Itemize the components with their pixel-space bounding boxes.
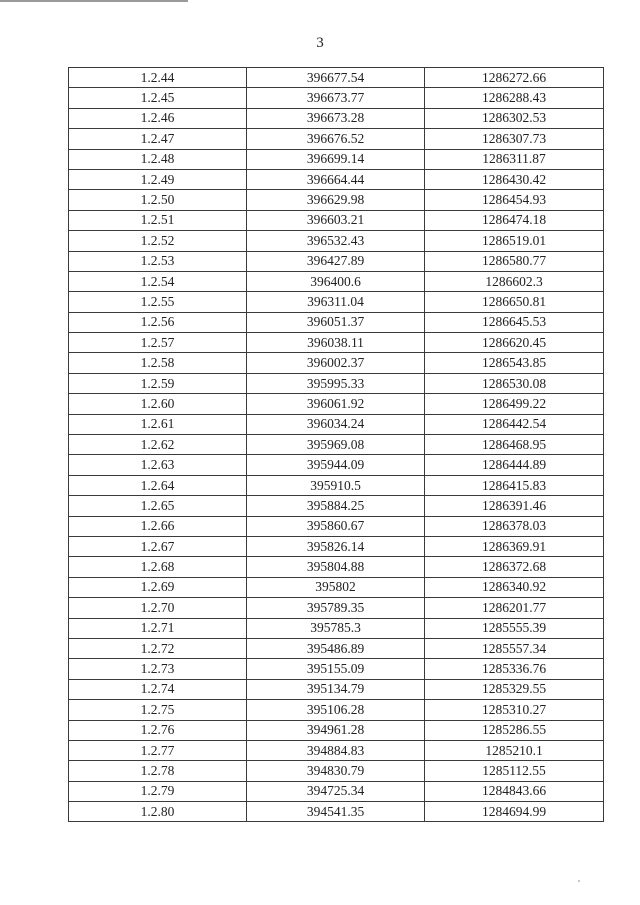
x-coordinate-cell: 395995.33 bbox=[247, 373, 425, 393]
table-row bbox=[69, 618, 604, 638]
point-id-cell: 1.2.75 bbox=[69, 700, 247, 720]
x-coordinate-cell: 396400.6 bbox=[247, 271, 425, 291]
table-row bbox=[69, 557, 604, 577]
y-coordinate-cell: 1286307.73 bbox=[425, 129, 604, 149]
table-row bbox=[69, 271, 604, 291]
x-coordinate-cell: 395969.08 bbox=[247, 435, 425, 455]
y-coordinate-cell: 1286650.81 bbox=[425, 292, 604, 312]
y-coordinate-cell: 1285286.55 bbox=[425, 720, 604, 740]
point-id-cell: 1.2.79 bbox=[69, 781, 247, 801]
point-id-cell: 1.2.78 bbox=[69, 761, 247, 781]
point-id-cell: 1.2.47 bbox=[69, 129, 247, 149]
table-row bbox=[69, 231, 604, 251]
x-coordinate-cell: 396699.14 bbox=[247, 149, 425, 169]
x-coordinate-cell: 394830.79 bbox=[247, 761, 425, 781]
y-coordinate-cell: 1285310.27 bbox=[425, 700, 604, 720]
table-row bbox=[69, 679, 604, 699]
point-id-cell: 1.2.59 bbox=[69, 373, 247, 393]
table-row bbox=[69, 251, 604, 271]
table-row bbox=[69, 740, 604, 760]
table-row bbox=[69, 638, 604, 658]
table-row bbox=[69, 373, 604, 393]
x-coordinate-cell: 396603.21 bbox=[247, 210, 425, 230]
point-id-cell: 1.2.69 bbox=[69, 577, 247, 597]
x-coordinate-cell: 396002.37 bbox=[247, 353, 425, 373]
point-id-cell: 1.2.55 bbox=[69, 292, 247, 312]
x-coordinate-cell: 396427.89 bbox=[247, 251, 425, 271]
x-coordinate-cell: 395134.79 bbox=[247, 679, 425, 699]
point-id-cell: 1.2.68 bbox=[69, 557, 247, 577]
point-id-cell: 1.2.77 bbox=[69, 740, 247, 760]
table-row bbox=[69, 659, 604, 679]
table-row bbox=[69, 536, 604, 556]
point-id-cell: 1.2.48 bbox=[69, 149, 247, 169]
y-coordinate-cell: 1286415.83 bbox=[425, 475, 604, 495]
y-coordinate-cell: 1284694.99 bbox=[425, 802, 604, 822]
x-coordinate-cell: 395789.35 bbox=[247, 598, 425, 618]
point-id-cell: 1.2.57 bbox=[69, 333, 247, 353]
y-coordinate-cell: 1286543.85 bbox=[425, 353, 604, 373]
table-row bbox=[69, 496, 604, 516]
x-coordinate-cell: 394725.34 bbox=[247, 781, 425, 801]
x-coordinate-cell: 394541.35 bbox=[247, 802, 425, 822]
x-coordinate-cell: 395106.28 bbox=[247, 700, 425, 720]
y-coordinate-cell: 1285112.55 bbox=[425, 761, 604, 781]
y-coordinate-cell: 1286519.01 bbox=[425, 231, 604, 251]
coordinates-table-body bbox=[69, 68, 604, 822]
y-coordinate-cell: 1285210.1 bbox=[425, 740, 604, 760]
table-row bbox=[69, 516, 604, 536]
point-id-cell: 1.2.45 bbox=[69, 88, 247, 108]
x-coordinate-cell: 396061.92 bbox=[247, 394, 425, 414]
table-row bbox=[69, 108, 604, 128]
point-id-cell: 1.2.72 bbox=[69, 638, 247, 658]
table-row bbox=[69, 720, 604, 740]
y-coordinate-cell: 1286430.42 bbox=[425, 169, 604, 189]
point-id-cell: 1.2.52 bbox=[69, 231, 247, 251]
table-row bbox=[69, 312, 604, 332]
table-row bbox=[69, 353, 604, 373]
x-coordinate-cell: 395860.67 bbox=[247, 516, 425, 536]
point-id-cell: 1.2.71 bbox=[69, 618, 247, 638]
x-coordinate-cell: 396311.04 bbox=[247, 292, 425, 312]
coordinates-table bbox=[68, 67, 604, 822]
x-coordinate-cell: 394884.83 bbox=[247, 740, 425, 760]
x-coordinate-cell: 396532.43 bbox=[247, 231, 425, 251]
point-id-cell: 1.2.73 bbox=[69, 659, 247, 679]
y-coordinate-cell: 1286340.92 bbox=[425, 577, 604, 597]
y-coordinate-cell: 1285555.39 bbox=[425, 618, 604, 638]
y-coordinate-cell: 1286311.87 bbox=[425, 149, 604, 169]
y-coordinate-cell: 1286474.18 bbox=[425, 210, 604, 230]
point-id-cell: 1.2.70 bbox=[69, 598, 247, 618]
point-id-cell: 1.2.50 bbox=[69, 190, 247, 210]
table-row bbox=[69, 394, 604, 414]
table-row bbox=[69, 435, 604, 455]
point-id-cell: 1.2.44 bbox=[69, 68, 247, 88]
point-id-cell: 1.2.66 bbox=[69, 516, 247, 536]
y-coordinate-cell: 1286602.3 bbox=[425, 271, 604, 291]
y-coordinate-cell: 1286580.77 bbox=[425, 251, 604, 271]
x-coordinate-cell: 396051.37 bbox=[247, 312, 425, 332]
point-id-cell: 1.2.74 bbox=[69, 679, 247, 699]
y-coordinate-cell: 1285557.34 bbox=[425, 638, 604, 658]
table-row bbox=[69, 598, 604, 618]
point-id-cell: 1.2.46 bbox=[69, 108, 247, 128]
point-id-cell: 1.2.62 bbox=[69, 435, 247, 455]
x-coordinate-cell: 395884.25 bbox=[247, 496, 425, 516]
table-row bbox=[69, 292, 604, 312]
table-row bbox=[69, 761, 604, 781]
point-id-cell: 1.2.53 bbox=[69, 251, 247, 271]
y-coordinate-cell: 1286645.53 bbox=[425, 312, 604, 332]
x-coordinate-cell: 395802 bbox=[247, 577, 425, 597]
point-id-cell: 1.2.49 bbox=[69, 169, 247, 189]
scan-speck bbox=[578, 880, 580, 882]
y-coordinate-cell: 1286620.45 bbox=[425, 333, 604, 353]
y-coordinate-cell: 1285329.55 bbox=[425, 679, 604, 699]
table-row bbox=[69, 333, 604, 353]
point-id-cell: 1.2.63 bbox=[69, 455, 247, 475]
table-row bbox=[69, 169, 604, 189]
x-coordinate-cell: 395785.3 bbox=[247, 618, 425, 638]
y-coordinate-cell: 1286499.22 bbox=[425, 394, 604, 414]
point-id-cell: 1.2.58 bbox=[69, 353, 247, 373]
x-coordinate-cell: 395910.5 bbox=[247, 475, 425, 495]
y-coordinate-cell: 1286201.77 bbox=[425, 598, 604, 618]
table-row bbox=[69, 129, 604, 149]
x-coordinate-cell: 395826.14 bbox=[247, 536, 425, 556]
point-id-cell: 1.2.54 bbox=[69, 271, 247, 291]
y-coordinate-cell: 1286272.66 bbox=[425, 68, 604, 88]
x-coordinate-cell: 396673.28 bbox=[247, 108, 425, 128]
x-coordinate-cell: 395155.09 bbox=[247, 659, 425, 679]
x-coordinate-cell: 396673.77 bbox=[247, 88, 425, 108]
y-coordinate-cell: 1286530.08 bbox=[425, 373, 604, 393]
y-coordinate-cell: 1286369.91 bbox=[425, 536, 604, 556]
x-coordinate-cell: 396038.11 bbox=[247, 333, 425, 353]
y-coordinate-cell: 1286288.43 bbox=[425, 88, 604, 108]
y-coordinate-cell: 1285336.76 bbox=[425, 659, 604, 679]
point-id-cell: 1.2.65 bbox=[69, 496, 247, 516]
page-number: 3 bbox=[316, 35, 324, 51]
y-coordinate-cell: 1286372.68 bbox=[425, 557, 604, 577]
table-row bbox=[69, 781, 604, 801]
point-id-cell: 1.2.80 bbox=[69, 802, 247, 822]
x-coordinate-cell: 396676.52 bbox=[247, 129, 425, 149]
y-coordinate-cell: 1286468.95 bbox=[425, 435, 604, 455]
scan-edge-rule bbox=[0, 0, 188, 2]
point-id-cell: 1.2.64 bbox=[69, 475, 247, 495]
x-coordinate-cell: 396664.44 bbox=[247, 169, 425, 189]
point-id-cell: 1.2.76 bbox=[69, 720, 247, 740]
x-coordinate-cell: 396034.24 bbox=[247, 414, 425, 434]
table-row bbox=[69, 455, 604, 475]
table-row bbox=[69, 700, 604, 720]
y-coordinate-cell: 1284843.66 bbox=[425, 781, 604, 801]
table-row bbox=[69, 68, 604, 88]
table-row bbox=[69, 475, 604, 495]
y-coordinate-cell: 1286378.03 bbox=[425, 516, 604, 536]
y-coordinate-cell: 1286302.53 bbox=[425, 108, 604, 128]
point-id-cell: 1.2.60 bbox=[69, 394, 247, 414]
x-coordinate-cell: 394961.28 bbox=[247, 720, 425, 740]
table-row bbox=[69, 210, 604, 230]
y-coordinate-cell: 1286454.93 bbox=[425, 190, 604, 210]
point-id-cell: 1.2.56 bbox=[69, 312, 247, 332]
x-coordinate-cell: 395944.09 bbox=[247, 455, 425, 475]
point-id-cell: 1.2.51 bbox=[69, 210, 247, 230]
x-coordinate-cell: 395486.89 bbox=[247, 638, 425, 658]
y-coordinate-cell: 1286391.46 bbox=[425, 496, 604, 516]
y-coordinate-cell: 1286444.89 bbox=[425, 455, 604, 475]
x-coordinate-cell: 395804.88 bbox=[247, 557, 425, 577]
y-coordinate-cell: 1286442.54 bbox=[425, 414, 604, 434]
table-row bbox=[69, 802, 604, 822]
x-coordinate-cell: 396629.98 bbox=[247, 190, 425, 210]
table-row bbox=[69, 190, 604, 210]
table-row bbox=[69, 577, 604, 597]
table-row bbox=[69, 414, 604, 434]
x-coordinate-cell: 396677.54 bbox=[247, 68, 425, 88]
table-row bbox=[69, 149, 604, 169]
point-id-cell: 1.2.67 bbox=[69, 536, 247, 556]
point-id-cell: 1.2.61 bbox=[69, 414, 247, 434]
table-row bbox=[69, 88, 604, 108]
